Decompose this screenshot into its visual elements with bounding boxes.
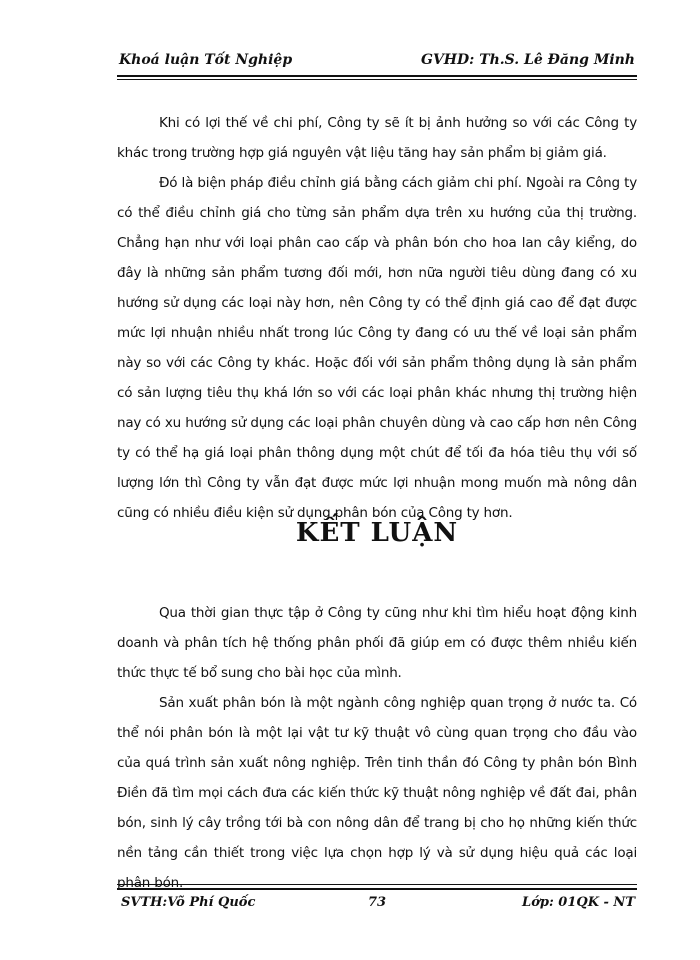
header-advisor: GVHD: Th.S. Lê Đăng Minh — [420, 52, 635, 68]
header-rule-thin — [117, 79, 637, 80]
header-thesis-title: Khoá luận Tốt Nghiệp — [119, 52, 293, 68]
footer-rule-thin — [117, 884, 637, 885]
header-rule-thick — [117, 75, 637, 77]
body-paragraph-price-adjustment: Đó là biện pháp điều chỉnh giá bằng cách giảm chi phí. Ngoài ra Công ty có thể điều chỉnh giá cho từng sản phẩm dựa trên xu hướng của thị trường. Chẳng hạn như với loại phân cao cấp và phân bón cho hoa lan cây kiểng, do đây là những sản phẩm tương đối mới, hơn nữa người tiêu dùng đang có xu hướng sử dụng các loại này hơn, nên Công ty có thể định giá cao để đạt được mức lợi nhuận nhiều nhất trong lúc Công ty đang có ưu thế về loại sản phẩm này so với các Công ty khác. Hoặc đối với sản phẩm thông dụng là sản phẩm có sản lượng tiêu thụ khá lớn so với các loại phân khác nhưng thị trường hiện nay có xu hướng sử dụng các loại phân chuyên dùng và cao cấp hơn nên Công ty có thể hạ giá loại phân thông dụng một chút để tối đa hóa tiêu thụ với số lượng lớn thì Công ty vẫn đạt được mức lợi nhuận mong muốn mà nông dân cũng có nhiều điều kiện sử dụng phân bón của Công ty hơn. — [117, 175, 637, 521]
section-heading-conclusion: KẾT LUẬN — [295, 518, 459, 548]
footer-page-number: 73 — [367, 895, 387, 910]
footer-rule-thick — [117, 888, 637, 890]
body-paragraph-internship: Qua thời gian thực tập ở Công ty cũng như khi tìm hiểu hoạt động kinh doanh và phân tích hệ thống phân phối đã giúp em có được thêm nhiều kiến thức thực tế bổ sung cho bài học của mình. — [117, 605, 637, 681]
page-footer — [117, 893, 637, 915]
body-paragraph-fertilizer-industry: Sản xuất phân bón là một ngành công nghiệp quan trọng ở nước ta. Có thể nói phân bón là một lại vật tư kỹ thuật vô cùng quan trọng cho đầu vào của quá trình sản xuất nông nghiệp. Trên tinh thần đó Công ty phân bón Bình Điền đã tìm mọi cách đưa các kiến thức kỹ thuật nông nghiệp về đất đai, phân bón, sinh lý cây trồng tới bà con nông dân để trang bị cho họ những kiến thức nền tảng cần thiết trong việc lựa chọn hợp lý và sử dụng hiệu quả các loại phân bón. — [117, 695, 637, 891]
body-paragraph-cost-advantage: Khi có lợi thế về chi phí, Công ty sẽ ít bị ảnh hưởng so với các Công ty khác trong trường hợp giá nguyên vật liệu tăng hay sản phẩm bị giảm giá. — [117, 115, 637, 161]
footer-student: SVTH:Võ Phí Quốc — [121, 895, 256, 910]
page-header — [117, 50, 637, 72]
footer-class: Lớp: 01QK - NT — [522, 895, 635, 910]
